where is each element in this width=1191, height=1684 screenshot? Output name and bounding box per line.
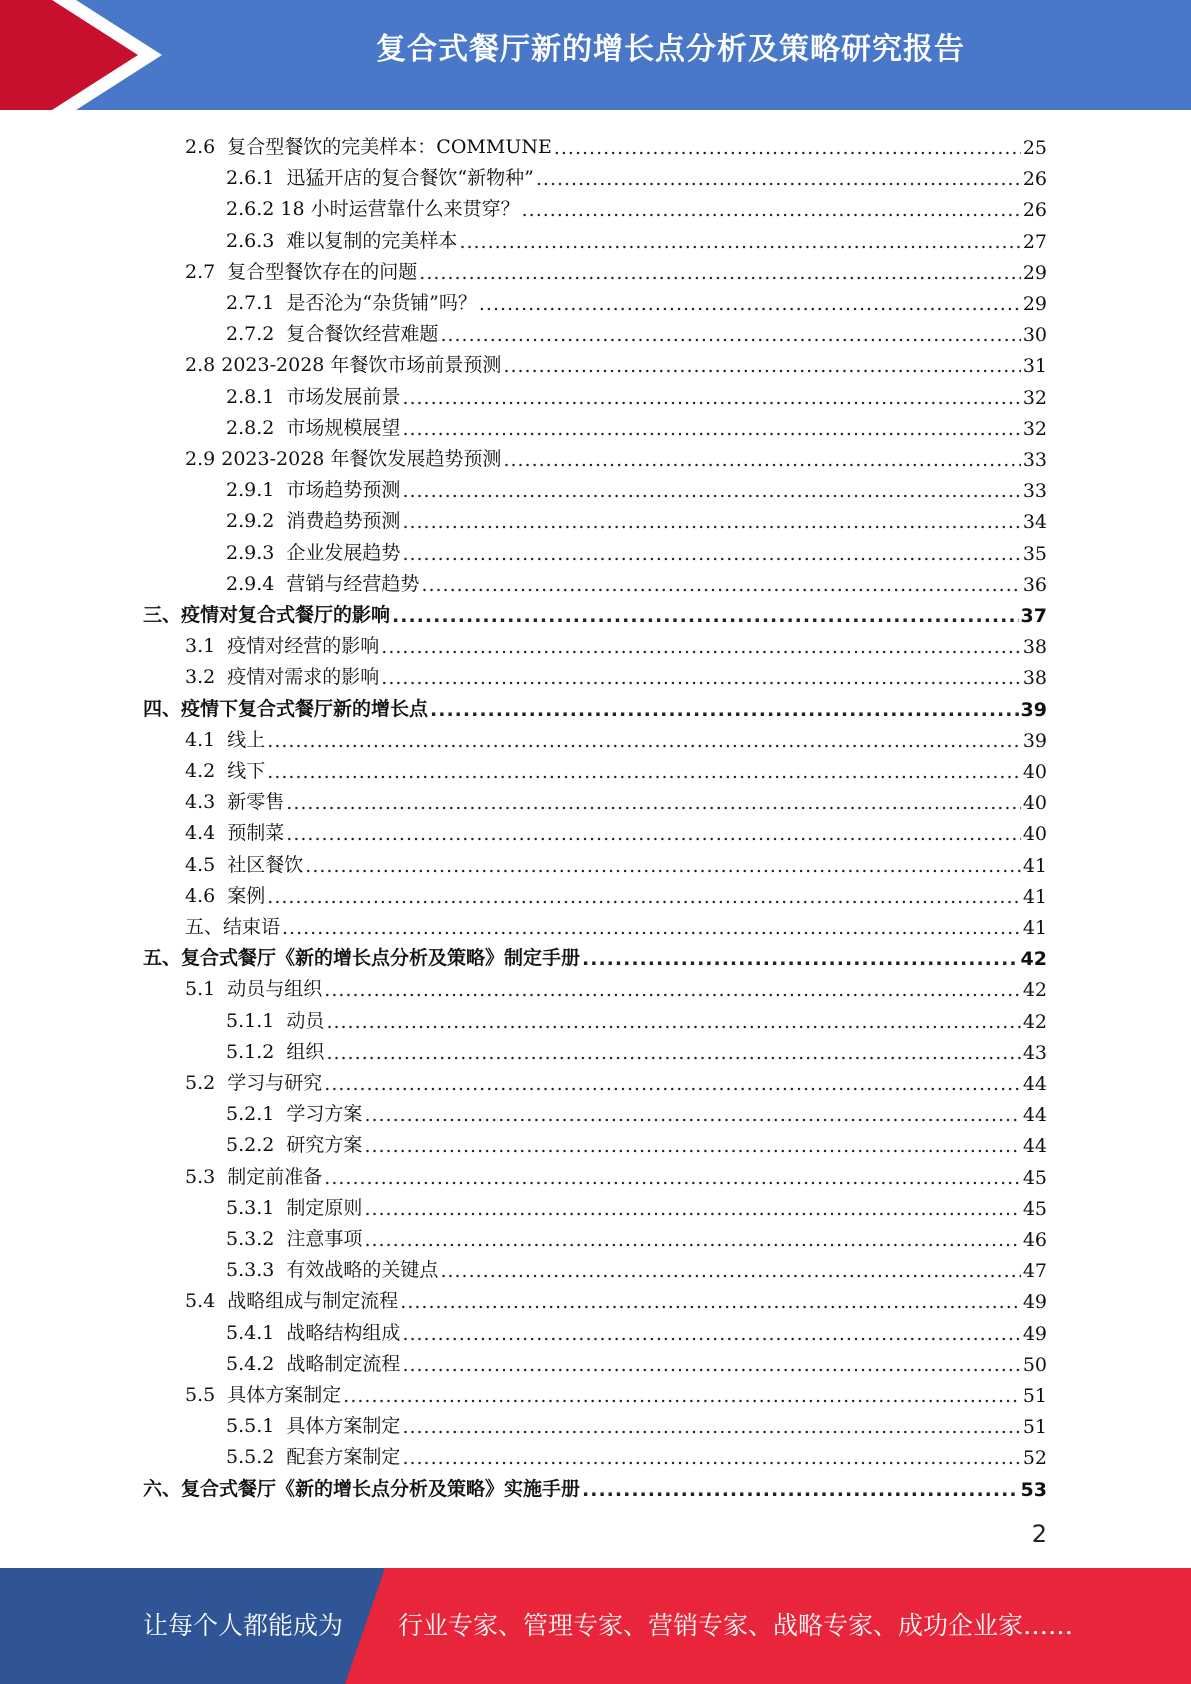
toc-leader-dots <box>282 917 1021 939</box>
toc-entry-label: 4.5 社区餐饮 <box>185 853 304 876</box>
toc-entry-label: 5.4.1 战略结构组成 <box>226 1321 401 1344</box>
toc-entry-page: 41 <box>1022 885 1047 908</box>
toc-leader-dots <box>286 792 1021 814</box>
toc-leader-dots <box>364 1135 1020 1157</box>
toc-entry-label: 2.7 复合型餐饮存在的问题 <box>185 260 418 283</box>
toc-leader-dots <box>522 199 1021 221</box>
toc-leader-dots <box>324 979 1021 1001</box>
toc-leader-dots <box>267 761 1021 783</box>
toc-entry-page: 43 <box>1022 1041 1047 1064</box>
toc-entry[interactable] <box>226 1095 1047 1126</box>
toc-entry-label: 四、疫情下复合式餐厅新的增长点 <box>143 697 429 720</box>
toc-entry[interactable] <box>185 752 1047 783</box>
toc-entry[interactable] <box>185 721 1047 752</box>
toc-entry-page: 38 <box>1022 636 1047 659</box>
toc-entry-label: 2.9.1 市场趋势预测 <box>226 479 401 502</box>
toc-entry-label: 2.9 2023-2028 年餐饮发展趋势预测 <box>185 448 502 470</box>
toc-leader-dots <box>402 418 1020 440</box>
toc-entry[interactable] <box>143 939 1047 970</box>
toc-entry-label: 5.5 具体方案制定 <box>185 1384 342 1406</box>
toc-entry-label: 5.5.1 具体方案制定 <box>226 1415 401 1438</box>
toc-entry-page: 32 <box>1022 417 1047 440</box>
toc-leader-dots <box>402 543 1020 565</box>
toc-entry-label: 3.1 疫情对经营的影响 <box>185 635 380 658</box>
toc-entry[interactable] <box>185 877 1047 908</box>
toc-entry-label: 2.9.2 消费趋势预测 <box>226 510 401 533</box>
toc-entry[interactable] <box>185 908 1047 939</box>
toc-entry-page: 52 <box>1022 1447 1047 1470</box>
toc-entry[interactable] <box>226 1220 1047 1251</box>
toc-entry-label: 4.2 线下 <box>185 760 266 782</box>
toc-entry-page: 31 <box>1022 355 1047 378</box>
toc-leader-dots <box>402 1447 1020 1469</box>
toc-entry-page: 32 <box>1022 386 1047 409</box>
toc-entry-page: 45 <box>1022 1166 1047 1189</box>
toc-entry[interactable] <box>226 1002 1047 1033</box>
toc-leader-dots <box>440 324 1020 346</box>
toc-entry-page: 40 <box>1022 792 1047 815</box>
toc-leader-dots <box>267 886 1021 908</box>
toc-entry-page: 41 <box>1022 854 1047 877</box>
toc-entry-page: 47 <box>1022 1260 1047 1283</box>
toc-leader-dots <box>305 855 1021 877</box>
toc-leader-dots <box>554 137 1021 159</box>
toc-entry-page: 30 <box>1022 324 1047 347</box>
toc-entry[interactable] <box>185 814 1047 845</box>
toc-entry-label: 5.4.2 战略制定流程 <box>226 1352 401 1375</box>
toc-entry-page: 42 <box>1022 1010 1047 1033</box>
toc-entry-label: 3.2 疫情对需求的影响 <box>185 666 380 689</box>
page-footer <box>0 1568 1191 1684</box>
toc-entry-label: 2.7.1 是否沦为“杂货铺”吗？ <box>226 292 477 314</box>
toc-entry-label: 5.3.2 注意事项 <box>226 1228 363 1250</box>
toc-entry[interactable] <box>226 502 1047 533</box>
toc-entry[interactable] <box>185 627 1047 658</box>
toc-leader-dots <box>402 387 1020 409</box>
page-number: 2 <box>1031 1520 1047 1548</box>
toc-entry[interactable] <box>185 1282 1047 1313</box>
toc-leader-dots <box>582 948 1019 970</box>
toc-leader-dots <box>364 1198 1020 1220</box>
toc-entry-page: 46 <box>1022 1229 1047 1251</box>
toc-entry[interactable] <box>226 534 1047 565</box>
toc-entry-label: 三、疫情对复合式餐厅的影响 <box>143 604 391 626</box>
footer-slogan-right: 行业专家、管理专家、营销专家、战略专家、成功企业家…… <box>398 1611 1074 1640</box>
toc-leader-dots <box>364 1104 1020 1126</box>
toc-entry-label: 5.1.1 动员 <box>226 1009 325 1032</box>
toc-entry-page: 36 <box>1022 573 1047 596</box>
toc-entry-page: 26 <box>1022 168 1047 191</box>
toc-entry-label: 五、复合式餐厅《新的增长点分析及策略》制定手册 <box>143 947 581 970</box>
toc-entry[interactable] <box>185 846 1047 877</box>
toc-entry[interactable] <box>143 596 1047 627</box>
toc-entry[interactable] <box>226 315 1047 346</box>
toc-leader-dots <box>503 355 1020 377</box>
toc-entry-page: 42 <box>1020 948 1047 971</box>
toc-entry-page: 44 <box>1022 1104 1047 1127</box>
toc-entry[interactable] <box>185 658 1047 689</box>
toc-entry-label: 4.6 案例 <box>185 884 266 907</box>
toc-entry[interactable] <box>185 1064 1047 1095</box>
toc-entry-page: 33 <box>1022 480 1047 503</box>
toc-entry[interactable] <box>185 440 1047 471</box>
toc-leader-dots <box>267 730 1021 752</box>
toc-entry-label: 2.6.3 难以复制的完美样本 <box>226 229 458 252</box>
toc-entry-page: 53 <box>1020 1478 1047 1501</box>
toc-entry-page: 34 <box>1022 511 1047 534</box>
toc-entry[interactable] <box>226 1407 1047 1438</box>
toc-entry-page: 38 <box>1022 667 1047 690</box>
toc-entry-label: 5.3.3 有效战略的关键点 <box>226 1259 439 1282</box>
toc-entry-label: 5.3.1 制定原则 <box>226 1196 363 1219</box>
toc-entry-label: 5.4 战略组成与制定流程 <box>185 1290 399 1313</box>
toc-leader-dots <box>421 574 1020 596</box>
toc-entry[interactable] <box>226 565 1047 596</box>
toc-entry[interactable] <box>185 253 1047 284</box>
toc-entry-page: 51 <box>1022 1385 1047 1407</box>
toc-entry-label: 4.1 线上 <box>185 728 266 751</box>
toc-entry[interactable] <box>226 190 1047 221</box>
toc-entry-page: 27 <box>1022 230 1047 253</box>
toc-entry-page: 41 <box>1022 917 1047 939</box>
toc-entry[interactable] <box>226 284 1047 315</box>
toc-entry[interactable] <box>226 159 1047 190</box>
toc-entry-label: 4.4 预制菜 <box>185 822 285 845</box>
toc-entry-label: 2.9.3 企业发展趋势 <box>226 541 401 564</box>
toc-entry-label: 5.2.1 学习方案 <box>226 1103 363 1126</box>
toc-entry-page: 25 <box>1022 137 1047 159</box>
toc-leader-dots <box>326 1011 1020 1033</box>
toc-entry-label: 2.7.2 复合餐饮经营难题 <box>226 323 439 346</box>
toc-entry-page: 40 <box>1022 823 1047 846</box>
toc-entry-page: 49 <box>1022 1322 1047 1345</box>
toc-entry[interactable] <box>226 409 1047 440</box>
toc-leader-dots <box>343 1385 1021 1407</box>
toc-leader-dots <box>392 605 1019 627</box>
toc-leader-dots <box>400 1291 1021 1313</box>
toc-leader-dots <box>364 1229 1020 1251</box>
document-title: 复合式餐厅新的增长点分析及策略研究报告 <box>376 32 965 67</box>
toc-entry-label: 2.8.1 市场发展前景 <box>226 385 401 408</box>
toc-entry[interactable] <box>226 471 1047 502</box>
toc-entry[interactable] <box>143 690 1047 721</box>
toc-entry-label: 2.6 复合型餐饮的完美样本：COMMUNE <box>185 136 552 158</box>
toc-entry-label: 4.3 新零售 <box>185 791 285 814</box>
toc-entry[interactable] <box>226 1126 1047 1157</box>
toc-entry-page: 44 <box>1022 1135 1047 1158</box>
toc-entry-label: 5.5.2 配套方案制定 <box>226 1446 401 1469</box>
toc-leader-dots <box>582 1479 1019 1501</box>
toc-entry[interactable] <box>226 1033 1047 1064</box>
toc-entry[interactable] <box>185 970 1047 1001</box>
toc-entry-page: 29 <box>1022 261 1047 284</box>
toc-entry-label: 六、复合式餐厅《新的增长点分析及策略》实施手册 <box>143 1477 581 1500</box>
toc-entry-label: 2.9.4 营销与经营趋势 <box>226 572 420 595</box>
toc-leader-dots <box>324 1167 1021 1189</box>
footer-slogan-left: 让每个人都能成为 <box>143 1611 344 1640</box>
toc-entry-page: 39 <box>1022 729 1047 752</box>
toc-leader-dots <box>430 699 1019 721</box>
toc-entry-label: 2.6.1 迅猛开店的复合餐饮“新物种” <box>226 167 534 190</box>
toc-leader-dots <box>419 262 1021 284</box>
toc-entry[interactable] <box>226 1251 1047 1282</box>
toc-leader-dots <box>324 1073 1021 1095</box>
toc-leader-dots <box>381 667 1021 689</box>
toc-leader-dots <box>326 1042 1020 1064</box>
toc-leader-dots <box>402 1323 1020 1345</box>
toc-entry-label: 2.8.2 市场规模展望 <box>226 416 401 439</box>
toc-entry[interactable] <box>226 222 1047 253</box>
toc-entry[interactable] <box>185 128 1047 159</box>
toc-leader-dots <box>536 168 1021 190</box>
toc-entry[interactable] <box>226 1314 1047 1345</box>
toc-leader-dots <box>402 480 1020 502</box>
toc-leader-dots <box>286 823 1021 845</box>
toc-entry-page: 39 <box>1020 698 1047 721</box>
toc-entry-page: 35 <box>1022 542 1047 565</box>
toc-entry[interactable] <box>185 1158 1047 1189</box>
toc-leader-dots <box>503 449 1020 471</box>
toc-entry[interactable] <box>226 1438 1047 1469</box>
toc-entry[interactable] <box>143 1470 1047 1501</box>
toc-entry-label: 5.3 制定前准备 <box>185 1165 323 1188</box>
toc-entry-page: 45 <box>1022 1197 1047 1220</box>
toc-leader-dots <box>381 636 1021 658</box>
toc-entry-label: 5.2 学习与研究 <box>185 1072 323 1094</box>
toc-leader-dots <box>440 1260 1020 1282</box>
toc-entry[interactable] <box>185 783 1047 814</box>
toc-entry[interactable] <box>226 1345 1047 1376</box>
toc-entry-page: 42 <box>1022 979 1047 1002</box>
toc-entry-page: 37 <box>1020 605 1047 627</box>
toc-entry-label: 5.2.2 研究方案 <box>226 1134 363 1157</box>
toc-entry-page: 33 <box>1022 449 1047 471</box>
toc-entry[interactable] <box>185 346 1047 377</box>
toc-entry-label: 5.1.2 组织 <box>226 1040 325 1063</box>
page-header <box>0 0 1191 110</box>
toc-entry-page: 26 <box>1022 199 1047 222</box>
toc-entry[interactable] <box>226 1189 1047 1220</box>
toc-entry-label: 2.6.2 18 小时运营靠什么来贯穿？ <box>226 198 520 221</box>
toc-leader-dots <box>479 293 1021 315</box>
toc-entry[interactable] <box>185 1376 1047 1407</box>
toc-leader-dots <box>402 1416 1020 1438</box>
toc-entry-page: 29 <box>1022 293 1047 315</box>
toc-leader-dots <box>402 1354 1020 1376</box>
toc-entry-page: 49 <box>1022 1291 1047 1314</box>
toc-leader-dots <box>459 231 1020 253</box>
toc-entry-label: 5.1 动员与组织 <box>185 978 323 1001</box>
toc-leader-dots <box>402 511 1020 533</box>
toc-entry-label: 五、结束语 <box>185 916 281 938</box>
toc-entry-page: 44 <box>1022 1073 1047 1095</box>
toc-entry-page: 51 <box>1022 1416 1047 1439</box>
toc-entry-page: 50 <box>1022 1353 1047 1376</box>
toc-entry-page: 40 <box>1022 761 1047 783</box>
toc-entry-label: 2.8 2023-2028 年餐饮市场前景预测 <box>185 354 502 377</box>
toc-entry[interactable] <box>226 378 1047 409</box>
